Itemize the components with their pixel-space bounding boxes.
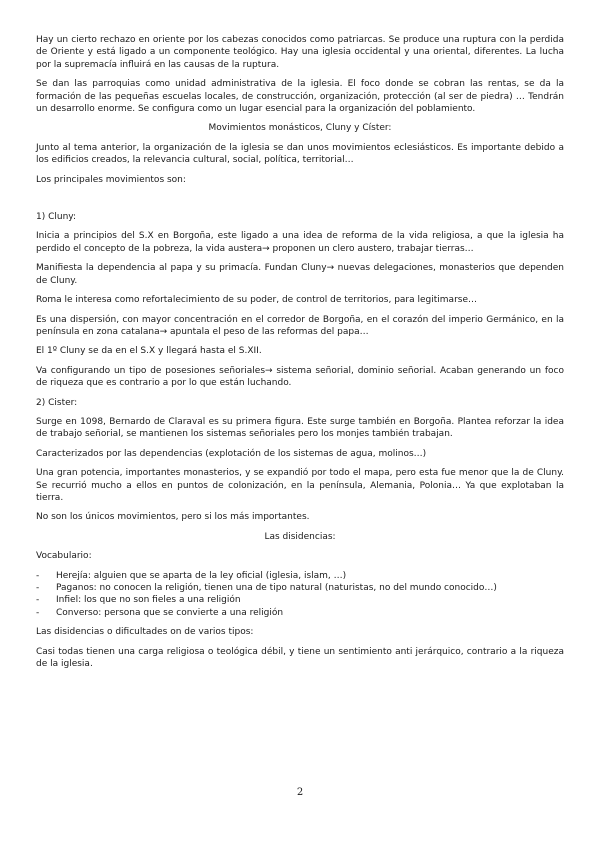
paragraph-oriente: Hay un cierto rechazo en oriente por los cabezas conocidos como patriarcas. Se produce una ruptura con la perdida de Oriente y está ligado a un componente teológico. Hay una iglesia occidental y una oriental, diferentes. La lucha por la supremacía influirá en las causas de la ruptura. [36,35,564,70]
paragraph-cluny-origin: Inicia a principios del S.X en Borgoña, este ligado a una idea de reforma de la vida religiosa, a que la iglesia ha perdido el concepto de la pobreza, la vida austera→ proponen un clero austero, trabajar tierras… [36,231,564,254]
subheading-cluny: 1) Cluny: [36,212,76,223]
page-number: 2 [296,787,304,798]
paragraph-cluny-seigneurial: Va configurando un tipo de posesiones señoriales→ sistema señorial, dominio señorial. Acaban generando un foco de riqueza que es contrario a por lo que están luchando. [36,365,564,389]
subheading-cister: 2) Cister: [36,397,78,408]
section-heading-dissent: Las disidencias: [264,531,336,542]
paragraph-monastic-intro: Junto al tema anterior, la organización de la iglesia se dan unos movimientos eclesiásticos. Es importante debido a los edificios creados, la relevancia cultural, social, política, territorial… [36,142,564,166]
paragraph-cister-origin: Surge en 1098, Bernardo de Claraval es su primera figura. Este surge también en Borgoña. Plantea reforzar la idea de trabajo señorial, se mantienen los sistemas señoriales pero los monjes también trabajan. [36,416,564,440]
vocabulary-item: - Herejía: alguien que se aparta de la ley oficial (iglesia, islam, …) [36,570,564,582]
paragraph-cister-dependencies: Caracterizados por las dependencias (explotación de los sistemas de agua, molinos…) [36,448,427,459]
paragraph-cluny-dates: El 1º Cluny se da en el S.X y llegará hasta el S.XII. [36,346,262,357]
subheading-vocabulary: Vocabulario: [36,551,92,562]
paragraph-not-only: No son los únicos movimientos, pero si los más importantes. [36,512,310,523]
paragraph-main-movements: Los principales movimientos son: [36,174,186,185]
vocabulary-list [36,570,564,620]
vocabulary-item: - Infiel: los que no son fieles a una religión [36,594,564,606]
section-heading-monastic: Movimientos monásticos, Cluny y Císter: [208,123,392,134]
paragraph-cluny-papacy: Manifiesta la dependencia al papa y su primacía. Fundan Cluny→ nuevas delegaciones, monasterios que dependen de Cluny. [36,263,564,286]
vocabulary-item: - Paganos: no conocen la religión, tienen una de tipo natural (naturistas, no del mundo conocido…) [36,582,564,594]
paragraph-cluny-rome: Roma le interesa como refortalecimiento de su poder, de control de territorios, para legitimarse… [36,295,477,306]
paragraph-parroquias: Se dan las parroquias como unidad administrativa de la iglesia. El foco donde se cobran las rentas, se da la formación de las pequeñas escuelas locales, de construcción, organización, protección (al ser de piedra) … Tendrán un desarrollo enorme. Se configura como un lugar esencial para la organización del poblamiento. [36,79,564,115]
paragraph-dissent-types: Las disidencias o dificultades on de varios tipos: [36,627,254,638]
paragraph-cluny-dispersion: Es una dispersión, con mayor concentración en el corredor de Borgoña, en el corazón del imperio Germánico, en la península en zona catalana→ apuntala el peso de las reformas del papa… [36,314,564,337]
spacer [36,193,564,211]
vocabulary-item: - Converso: persona que se convierte a una religión [36,607,564,619]
paragraph-cister-expansion: Una gran potencia, importantes monasterios, y se expandió por todo el mapa, pero esta fue menor que la de Cluny. Se recurrió mucho a ellos en puntos de colonización, en la península, Alemania, Polonia… Ya que explotaban la tierra. [36,468,564,503]
paragraph-dissent-character: Casi todas tienen una carga religiosa o teológica débil, y tiene un sentimiento anti jerárquico, contrario a la riqueza de la iglesia. [36,646,564,670]
document-page [36,34,564,677]
